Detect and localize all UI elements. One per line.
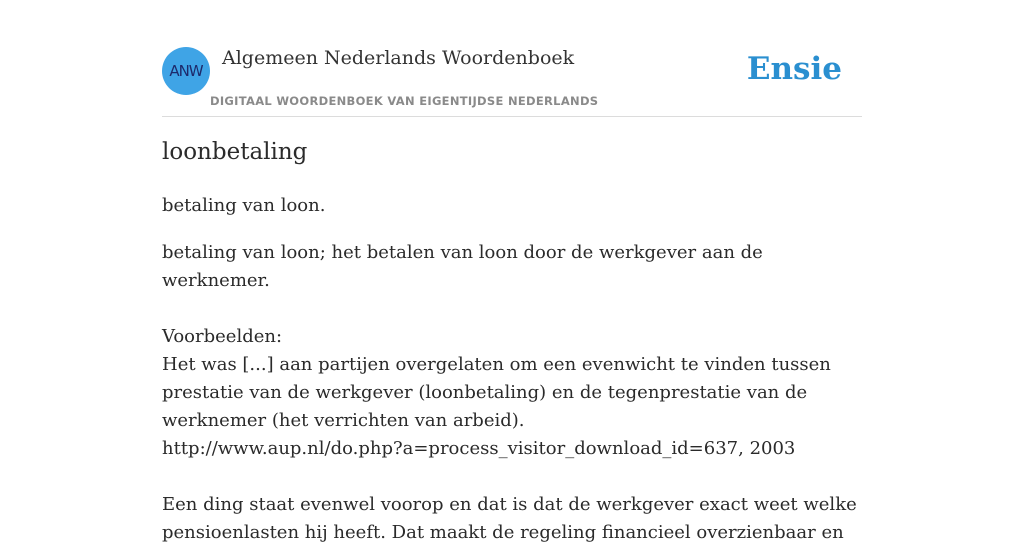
- anw-logo[interactable]: ANW: [162, 47, 210, 95]
- site-subtitle: DIGITAAL WOORDENBOEK VAN EIGENTIJDSE NEDERLANDS: [210, 94, 599, 108]
- definition: betaling van loon; het betalen van loon door de werkgever aan de werknemer.: [162, 242, 763, 291]
- short-definition: betaling van loon.: [162, 195, 326, 216]
- site-title[interactable]: Algemeen Nederlands Woordenboek: [222, 47, 575, 69]
- example-source-link[interactable]: http://www.aup.nl/do.php?a=process_visitor_download_id=637, 2003: [162, 438, 796, 459]
- entry-headword: loonbetaling: [162, 139, 308, 165]
- spacer: [162, 295, 862, 323]
- entry-content: [162, 192, 862, 547]
- example-text: Een ding staat evenwel voorop en dat is dat de werkgever exact weet welke pensioenlasten hij heeft. Dat maakt de regeling financieel overzienbaar en: [162, 494, 857, 543]
- ensie-brand-logo[interactable]: Ensie: [746, 51, 842, 87]
- example-text: Het was [...] aan partijen overgelaten om een evenwicht te vinden tussen prestatie van de werkgever (loonbetaling) en de tegenprestatie van de werknemer (het verrichten van arbeid).: [162, 354, 831, 431]
- examples-label: Voorbeelden:: [162, 326, 283, 347]
- example-source: [162, 435, 862, 463]
- site-header: [162, 40, 862, 117]
- spacer: [162, 463, 862, 491]
